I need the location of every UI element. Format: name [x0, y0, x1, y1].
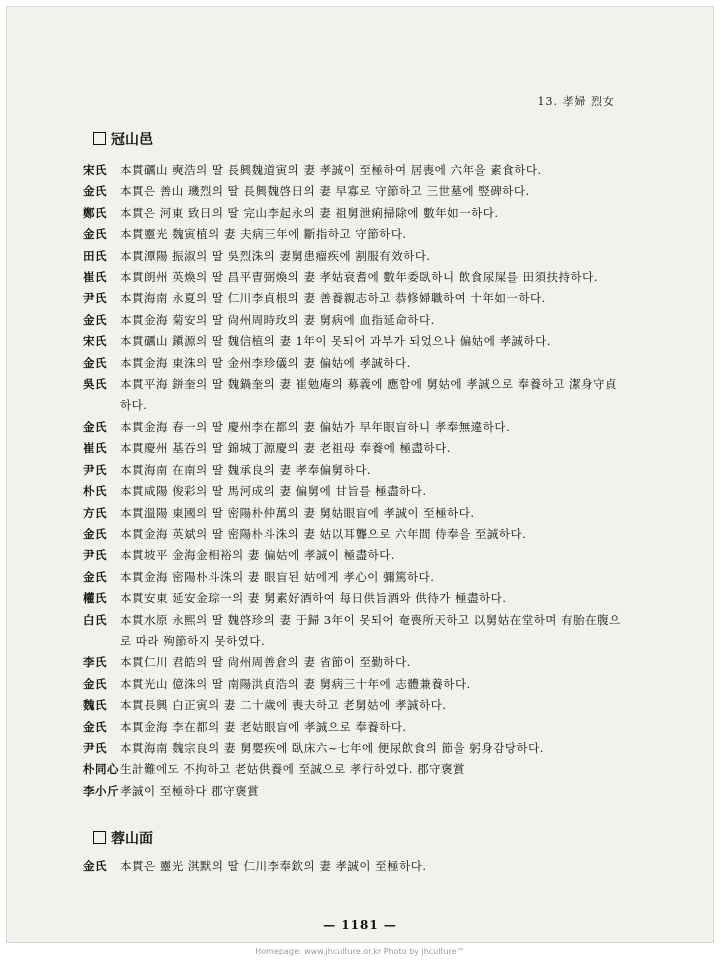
entry-description: 本貫朗州 英煥의 딸 昌平曺弼煥의 妻 孝姑衰耆에 數年委臥하니 飲食尿屎를 田須扶持하다.	[120, 270, 598, 285]
entry-person-name: 崔氏	[83, 441, 107, 456]
checkbox-square-icon	[93, 132, 106, 145]
entry-description: 本貫金海 菊安의 딸 尙州周時玫의 妻 舅病에 血指延命하다.	[120, 312, 435, 327]
entry-row	[83, 288, 623, 309]
section-title-text: 蓉山面	[111, 831, 153, 847]
entry-row	[83, 438, 623, 459]
entry-person-name: 魏氏	[83, 698, 107, 713]
entry-person-name: 鄭氏	[83, 205, 107, 220]
entry-row	[83, 759, 623, 780]
entry-row	[83, 160, 623, 181]
entry-description: 本貫은 靈光 淇默의 딸 仁川李奉欽의 妻 孝誠이 至極하다.	[120, 859, 427, 873]
entry-description: 本貫海南 魏宗良의 妻 舅嬰疾에 臥床六~七年에 便尿飲食의 節을 躬身감당하다.	[120, 740, 544, 755]
entry-row	[83, 545, 623, 566]
entry-person-name: 金氏	[83, 859, 107, 873]
entry-row	[83, 181, 623, 202]
entry-person-name: 宋氏	[83, 163, 107, 177]
entry-description: 本貫은 善山 璣烈의 딸 長興魏啓日의 妻 早寡로 守節하고 三世墓에 竪碑하다.	[120, 184, 530, 199]
entry-person-name: 尹氏	[83, 740, 107, 755]
entry-person-name: 朴同心	[83, 762, 119, 777]
entry-person-name: 方氏	[83, 505, 107, 520]
entry-person-name: 金氏	[83, 676, 107, 691]
entry-description: 本貫海南 永夏의 딸 仁川李貞根의 妻 善養親志하고 恭修婦職하여 十年如一하다.	[120, 291, 546, 306]
entry-row	[83, 353, 623, 374]
entry-description: 孝誠이 至極하다 郡守褒賞	[120, 783, 260, 798]
entry-row	[83, 310, 623, 331]
photo-credit-footer: Homepage: www.jhculture.or.kr Photo by jhculture™	[255, 947, 465, 956]
entry-description: 本貫金海 李在都의 妻 老姑眼盲에 孝誠으로 奉養하다.	[120, 719, 407, 734]
entry-description: 本貫長興 白正寅의 妻 二十歲에 喪夫하고 老舅姑에 孝誠하다.	[120, 698, 447, 713]
checkbox-square-icon	[93, 831, 106, 844]
section-title-text: 冠山邑	[111, 132, 153, 148]
entry-row	[83, 374, 623, 417]
entry-row	[83, 524, 623, 545]
entry-row	[83, 610, 623, 653]
entry-row	[83, 567, 623, 588]
entry-description: 本貫咸陽 俊彩의 딸 馬河成의 妻 偏舅에 甘旨를 極盡하다.	[120, 484, 427, 499]
entry-row	[83, 503, 623, 524]
entry-person-name: 金氏	[83, 184, 107, 199]
entry-row	[83, 674, 623, 695]
entry-description: 本貫坡平 金海金相裕의 妻 偏姑에 孝誠이 極盡하다.	[120, 548, 395, 563]
entry-person-name: 李小斤	[83, 783, 119, 798]
entry-row	[83, 224, 623, 245]
entry-description: 本貫潭陽 振淑의 딸 吳烈洙의 妻舅患瘤疾에 割服有效하다.	[120, 248, 431, 263]
entry-person-name: 李氏	[83, 655, 107, 670]
entry-list-section2	[83, 856, 623, 877]
entry-person-name: 白氏	[83, 612, 107, 627]
entry-row	[83, 481, 623, 502]
entry-description: 本貫仁川 君皓의 딸 尙州周善倉의 妻 省節이 至勤하다.	[120, 655, 411, 670]
entry-person-name: 金氏	[83, 419, 107, 434]
entry-description: 本貫金海 密陽朴斗洙의 妻 眼盲된 姑에게 孝心이 彌篤하다.	[120, 569, 435, 584]
entry-description: 本貫慶州 基吞의 딸 錦城丁源慶의 妻 老祖母 奉養에 極盡하다.	[120, 441, 451, 456]
entry-row	[83, 460, 623, 481]
entry-row	[83, 417, 623, 438]
entry-person-name: 尹氏	[83, 291, 107, 306]
entry-row	[83, 267, 623, 288]
entry-person-name: 朴氏	[83, 484, 107, 499]
entry-row	[83, 652, 623, 673]
entry-row	[83, 331, 623, 352]
running-header: 13. 孝婦 烈女	[537, 95, 615, 108]
entry-description: 本貫金海 東洙의 딸 金州李珍儀의 妻 偏姑에 孝誠하다.	[120, 355, 411, 370]
entry-person-name: 金氏	[83, 227, 107, 242]
entry-row	[83, 738, 623, 759]
section-title-yongsan	[93, 828, 153, 848]
entry-row	[83, 856, 623, 877]
entry-person-name: 田氏	[83, 248, 107, 263]
entry-row	[83, 203, 623, 224]
entry-description: 本貫은 河東 致日의 딸 完山李起永의 妻 祖舅泄痢掃除에 數年如一하다.	[120, 205, 499, 220]
entry-row	[83, 717, 623, 738]
entry-person-name: 金氏	[83, 355, 107, 370]
entry-person-name: 金氏	[83, 312, 107, 327]
entry-row	[83, 781, 623, 802]
entry-description: 本貫靈光 魏寅植의 妻 夫病三年에 斷指하고 守節하다.	[120, 227, 407, 242]
entry-person-name: 宋氏	[83, 334, 107, 349]
entry-row	[83, 246, 623, 267]
entry-person-name: 金氏	[83, 526, 107, 541]
entry-list	[83, 160, 623, 802]
entry-person-name: 金氏	[83, 569, 107, 584]
entry-description: 本貫金海 春一의 딸 慶州李在都의 妻 偏姑가 早年眼盲하니 孝奉無違하다.	[120, 419, 511, 434]
entry-description: 本貫礪山 奭浩의 딸 長興魏道寅의 妻 孝誠이 至極하여 居喪에 六年을 素食하다.	[120, 163, 542, 177]
entry-description: 本貫金海 英斌의 딸 密陽朴斗洙의 妻 姑以耳聾으로 六年間 侍奉을 至誠하다.	[120, 526, 527, 541]
page-number: — 1181 —	[323, 918, 397, 932]
book-page	[6, 6, 714, 943]
entry-description: 本貫溫陽 東國의 딸 密陽朴仲萬의 妻 舅姑眼盲에 孝誠이 至極하다.	[120, 505, 475, 520]
entry-description: 本貫平海 鉼奎의 딸 魏鍋奎의 妻 崔勉庵의 募義에 應함에 舅姑에 孝誠으로 奉養하고 潔身守貞하다.	[120, 377, 618, 413]
entry-row	[83, 695, 623, 716]
entry-description: 本貫安東 延安金琮一의 妻 舅素好酒하여 每日供旨酒와 供待가 極盡하다.	[120, 591, 507, 606]
entry-person-name: 吳氏	[83, 377, 107, 392]
entry-row	[83, 588, 623, 609]
entry-person-name: 金氏	[83, 719, 107, 734]
entry-description: 生計難에도 不拘하고 老姑供養에 至誠으로 孝行하였다. 郡守褒賞	[120, 762, 466, 777]
entry-person-name: 尹氏	[83, 462, 107, 477]
entry-person-name: 崔氏	[83, 270, 107, 285]
entry-description: 本貫礪山 鎭源의 딸 魏信植의 妻 1年이 못되어 과부가 되었으나 偏姑에 孝誠하다.	[120, 334, 551, 349]
entry-person-name: 權氏	[83, 591, 107, 606]
entry-person-name: 尹氏	[83, 548, 107, 563]
section-title-gwansan	[93, 129, 153, 149]
entry-description: 本貫光山 億洙의 딸 南陽洪貞浩의 妻 舅病三十年에 志體兼養하다.	[120, 676, 471, 691]
entry-description: 本貫水原 永熙의 딸 魏啓珍의 妻 于歸 3年이 못되어 奄喪所天하고 以舅姑在堂하며 有胎在腹으로 따라 殉節하지 못하였다.	[120, 612, 621, 648]
entry-description: 本貫海南 在南의 딸 魏承良의 妻 孝奉偏舅하다.	[120, 462, 371, 477]
